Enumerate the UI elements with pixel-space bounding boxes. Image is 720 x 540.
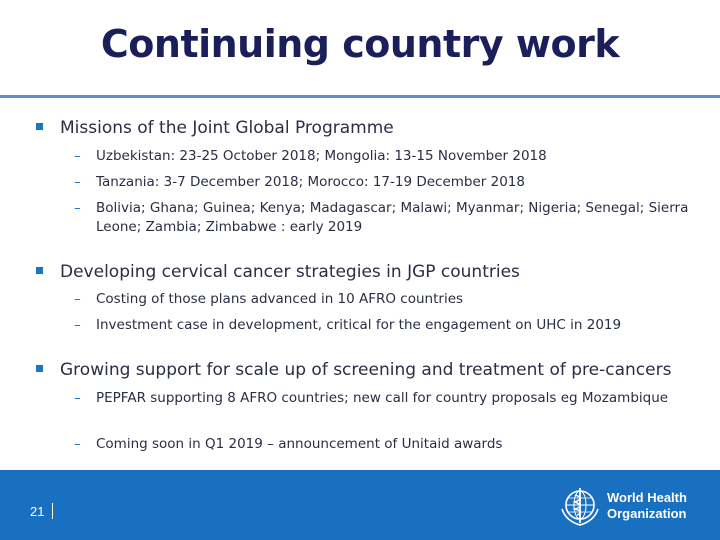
square-bullet-icon <box>36 365 43 372</box>
sub-bullet-item <box>74 389 694 408</box>
page-number: 21 <box>30 504 45 519</box>
page-number-separator <box>52 503 53 519</box>
sub-bullet-text: Costing of those plans advanced in 10 AFRO countries <box>96 291 464 307</box>
dash-bullet-icon: – <box>74 436 81 452</box>
dash-bullet-icon: – <box>74 291 81 307</box>
bullet-item <box>36 118 394 138</box>
dash-bullet-icon: – <box>74 174 81 190</box>
sub-bullet-item <box>74 290 694 309</box>
sub-bullet-text: Bolivia; Ghana; Guinea; Kenya; Madagascar; Malawi; Myanmar; Nigeria; Senegal; Sierra Leone; Zambia; Zimbabwe : early 2019 <box>96 200 689 235</box>
dash-bullet-icon: – <box>74 200 81 216</box>
bullet-item <box>36 360 671 380</box>
sub-bullet-item <box>74 316 694 335</box>
sub-bullet-text: PEPFAR supporting 8 AFRO countries; new call for country proposals eg Mozambique <box>96 390 669 406</box>
sub-bullet-item <box>74 435 694 454</box>
who-emblem-icon <box>558 485 602 529</box>
logo-line-1: World Health <box>607 490 687 505</box>
sub-bullet-item <box>74 199 694 237</box>
bullet-text: Growing support for scale up of screening and treatment of pre-cancers <box>60 360 672 380</box>
sub-bullet-text: Uzbekistan: 23-25 October 2018; Mongolia: 13-15 November 2018 <box>96 148 547 164</box>
logo-line-2: Organization <box>607 506 687 521</box>
sub-bullet-text: Coming soon in Q1 2019 – announcement of Unitaid awards <box>96 436 503 452</box>
square-bullet-icon <box>36 267 43 274</box>
dash-bullet-icon: – <box>74 148 81 164</box>
bullet-text: Developing cervical cancer strategies in JGP countries <box>60 262 520 282</box>
slide-title: Continuing country work <box>100 22 620 66</box>
bullet-text: Missions of the Joint Global Programme <box>60 118 394 138</box>
dash-bullet-icon: – <box>74 390 81 406</box>
organization-logo-text <box>607 490 687 522</box>
dash-bullet-icon: – <box>74 317 81 333</box>
sub-bullet-item <box>74 147 694 166</box>
sub-bullet-text: Tanzania: 3-7 December 2018; Morocco: 17-19 December 2018 <box>96 174 525 190</box>
bullet-item <box>36 262 520 282</box>
sub-bullet-text: Investment case in development, critical for the engagement on UHC in 2019 <box>96 317 622 333</box>
square-bullet-icon <box>36 123 43 130</box>
sub-bullet-item <box>74 173 694 192</box>
